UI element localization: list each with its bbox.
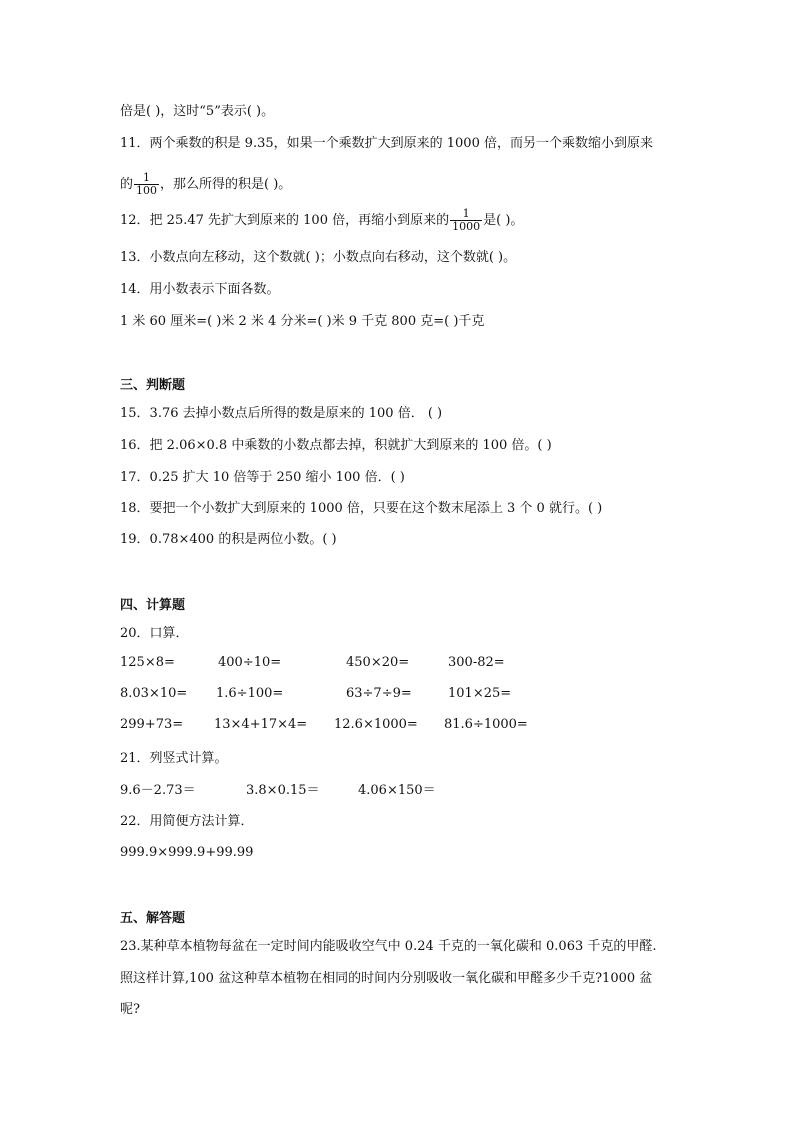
oral-expression: 63÷7÷9= — [346, 686, 412, 701]
simple-calc-expression: 999.9×999.9+99.99 — [120, 845, 254, 860]
fraction-one-thousandth — [450, 208, 482, 233]
question-11-line-2 — [120, 170, 291, 200]
oral-expression: 1.6÷100= — [216, 686, 284, 701]
question-21: 21．列竖式计算。 — [120, 751, 228, 766]
oral-expression: 8.03×10= — [120, 686, 188, 701]
section-3-title: 三、判断题 — [120, 378, 186, 393]
oral-expression: 81.6÷1000= — [444, 717, 528, 732]
oral-expression: 13×4+17×4= — [214, 717, 308, 732]
question-12-suffix: 是( )。 — [483, 213, 524, 228]
fraction-one-hundredth — [134, 172, 159, 197]
fraction-numerator: 1 — [462, 207, 470, 220]
oral-expression: 299+73= — [120, 717, 184, 732]
question-23-line-2: 照这样计算,100 盆这种草本植物在相同的时间内分别吸收一氧化碳和甲醛多少千克?1000 盆 — [120, 971, 653, 986]
section-4-title: 四、计算题 — [120, 598, 186, 613]
question-13: 13．小数点向左移动，这个数就( )；小数点向右移动，这个数就( )。 — [120, 250, 517, 265]
fraction-denominator: 100 — [136, 184, 158, 197]
section-5-title: 五、解答题 — [120, 911, 186, 926]
question-12-prefix: 12．把 25.47 先扩大到原来的 100 倍，再缩小到原来的 — [120, 213, 450, 228]
oral-expression: 400÷10= — [218, 655, 282, 670]
question-12 — [120, 206, 523, 236]
question-20: 20．口算． — [120, 626, 189, 641]
vertical-calc-expression: 9.6－2.73＝ — [120, 783, 196, 798]
fraction-denominator: 1000 — [452, 220, 481, 233]
oral-expression: 125×8= — [120, 655, 175, 670]
question-11-line-1: 11．两个乘数的积是 9.35，如果一个乘数扩大到原来的 1000 倍，而另一个乘数缩小到原来 — [120, 136, 653, 151]
question-18: 18．要把一个小数扩大到原来的 1000 倍，只要在这个数末尾添上 3 个 0 就行。( ) — [120, 501, 603, 516]
oral-expression: 12.6×1000= — [334, 717, 418, 732]
question-23-line-1: 23.某种草本植物每盆在一定时间内能吸收空气中 0.24 千克的一氧化碳和 0.063 千克的甲醛. — [120, 939, 657, 954]
question-16: 16．把 2.06×0.8 中乘数的小数点都去掉，积就扩大到原来的 100 倍。( ) — [120, 438, 552, 453]
oral-expression: 300-82= — [448, 655, 505, 670]
question-15: 15．3.76 去掉小数点后所得的数是原来的 100 倍． ( ) — [120, 406, 443, 421]
oral-expression: 450×20= — [346, 655, 410, 670]
question-10-continuation: 倍是( )，这时“5”表示( )。 — [120, 104, 275, 119]
question-22: 22．用简便方法计算． — [120, 814, 254, 829]
vertical-calc-expression: 3.8×0.15＝ — [246, 783, 320, 798]
vertical-calc-expression: 4.06×150＝ — [358, 783, 436, 798]
question-23-line-3: 呢? — [120, 1002, 140, 1017]
question-11-prefix: 的 — [120, 177, 134, 192]
question-14: 14．用小数表示下面各数。 — [120, 282, 280, 297]
fraction-numerator: 1 — [143, 171, 151, 184]
oral-expression: 101×25= — [448, 686, 512, 701]
question-11-suffix: ，那么所得的积是( )。 — [160, 177, 292, 192]
question-17: 17．0.25 扩大 10 倍等于 250 缩小 100 倍．( ) — [120, 470, 405, 485]
question-14-items: 1 米 60 厘米=( )米 2 米 4 分米=( )米 9 千克 800 克=( )千克 — [120, 314, 485, 329]
question-19: 19．0.78×400 的积是两位小数。( ) — [120, 532, 337, 547]
